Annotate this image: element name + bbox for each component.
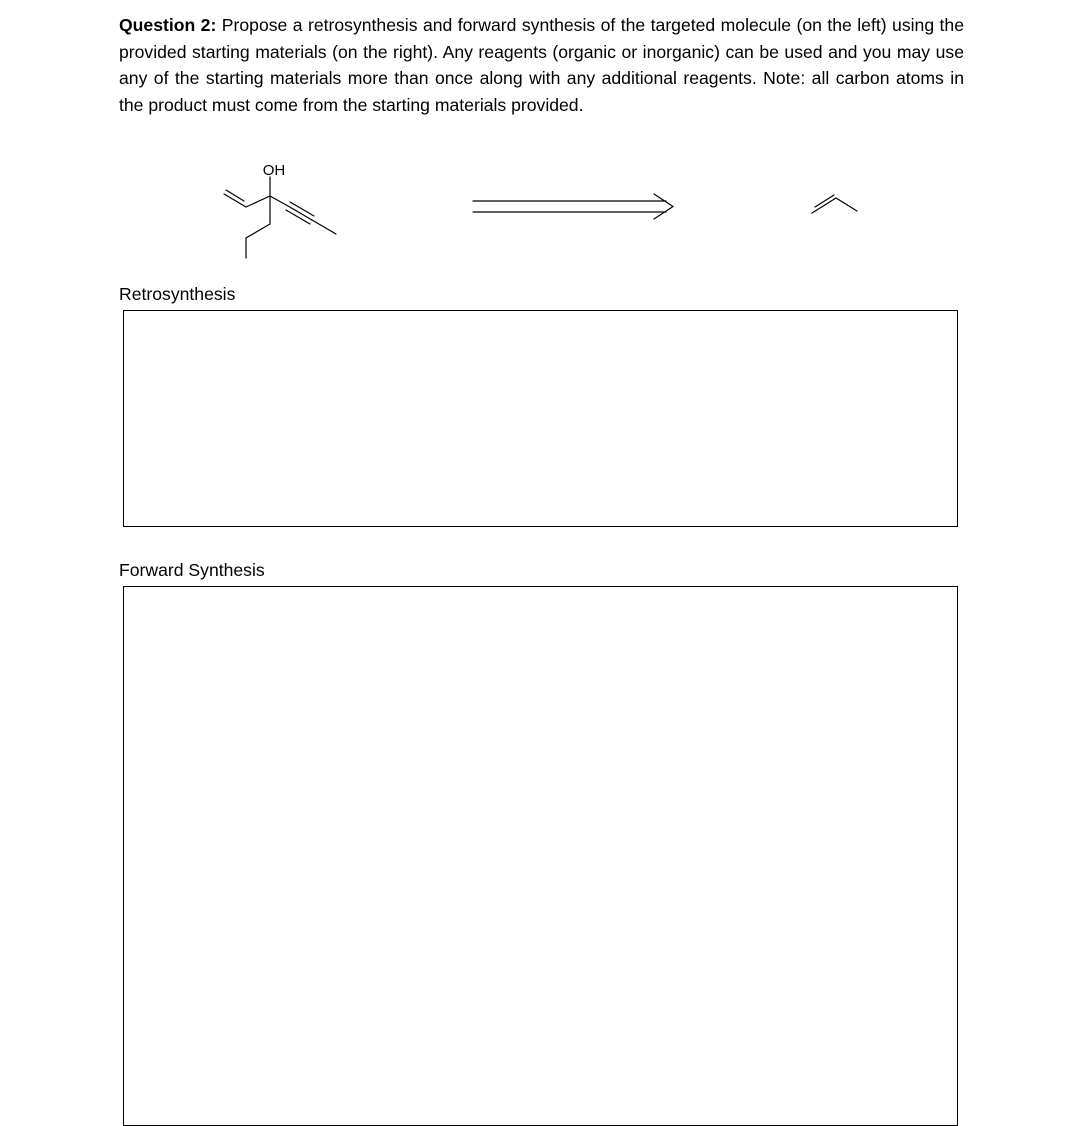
retrosynthesis-answer-box[interactable] — [123, 310, 958, 527]
bond-c1-vinyl — [246, 196, 270, 207]
forward-synthesis-answer-box[interactable] — [123, 586, 958, 1126]
target-molecule — [224, 177, 336, 258]
bond-c-alkyne — [270, 196, 288, 206]
bond-alkyne-methyl — [312, 220, 336, 234]
bond-ethyl-2 — [246, 224, 270, 238]
bond-vinyl-double-2 — [226, 190, 244, 201]
question-text — [119, 12, 964, 118]
question-number: Question 2 — [119, 15, 211, 35]
question-body: Propose a retrosynthesis and forward synthesis of the targeted molecule (on the left) using the provided starting materials (on the right). Any reagents (organic or inorganic) can be used and you may use any of the starting materials more than once along with any additional reagents. Note: all carbon atoms in the product must come from the starting materials provided. — [119, 15, 965, 115]
reaction-scheme — [0, 150, 1090, 275]
question-separator: : — [210, 15, 217, 35]
propene-molecule — [812, 195, 857, 213]
retrosynthetic-arrow-icon — [473, 194, 673, 219]
retrosynthesis-label: Retrosynthesis — [119, 284, 236, 304]
oh-label: OH — [262, 162, 286, 179]
forward-synthesis-label: Forward Synthesis — [119, 560, 265, 580]
